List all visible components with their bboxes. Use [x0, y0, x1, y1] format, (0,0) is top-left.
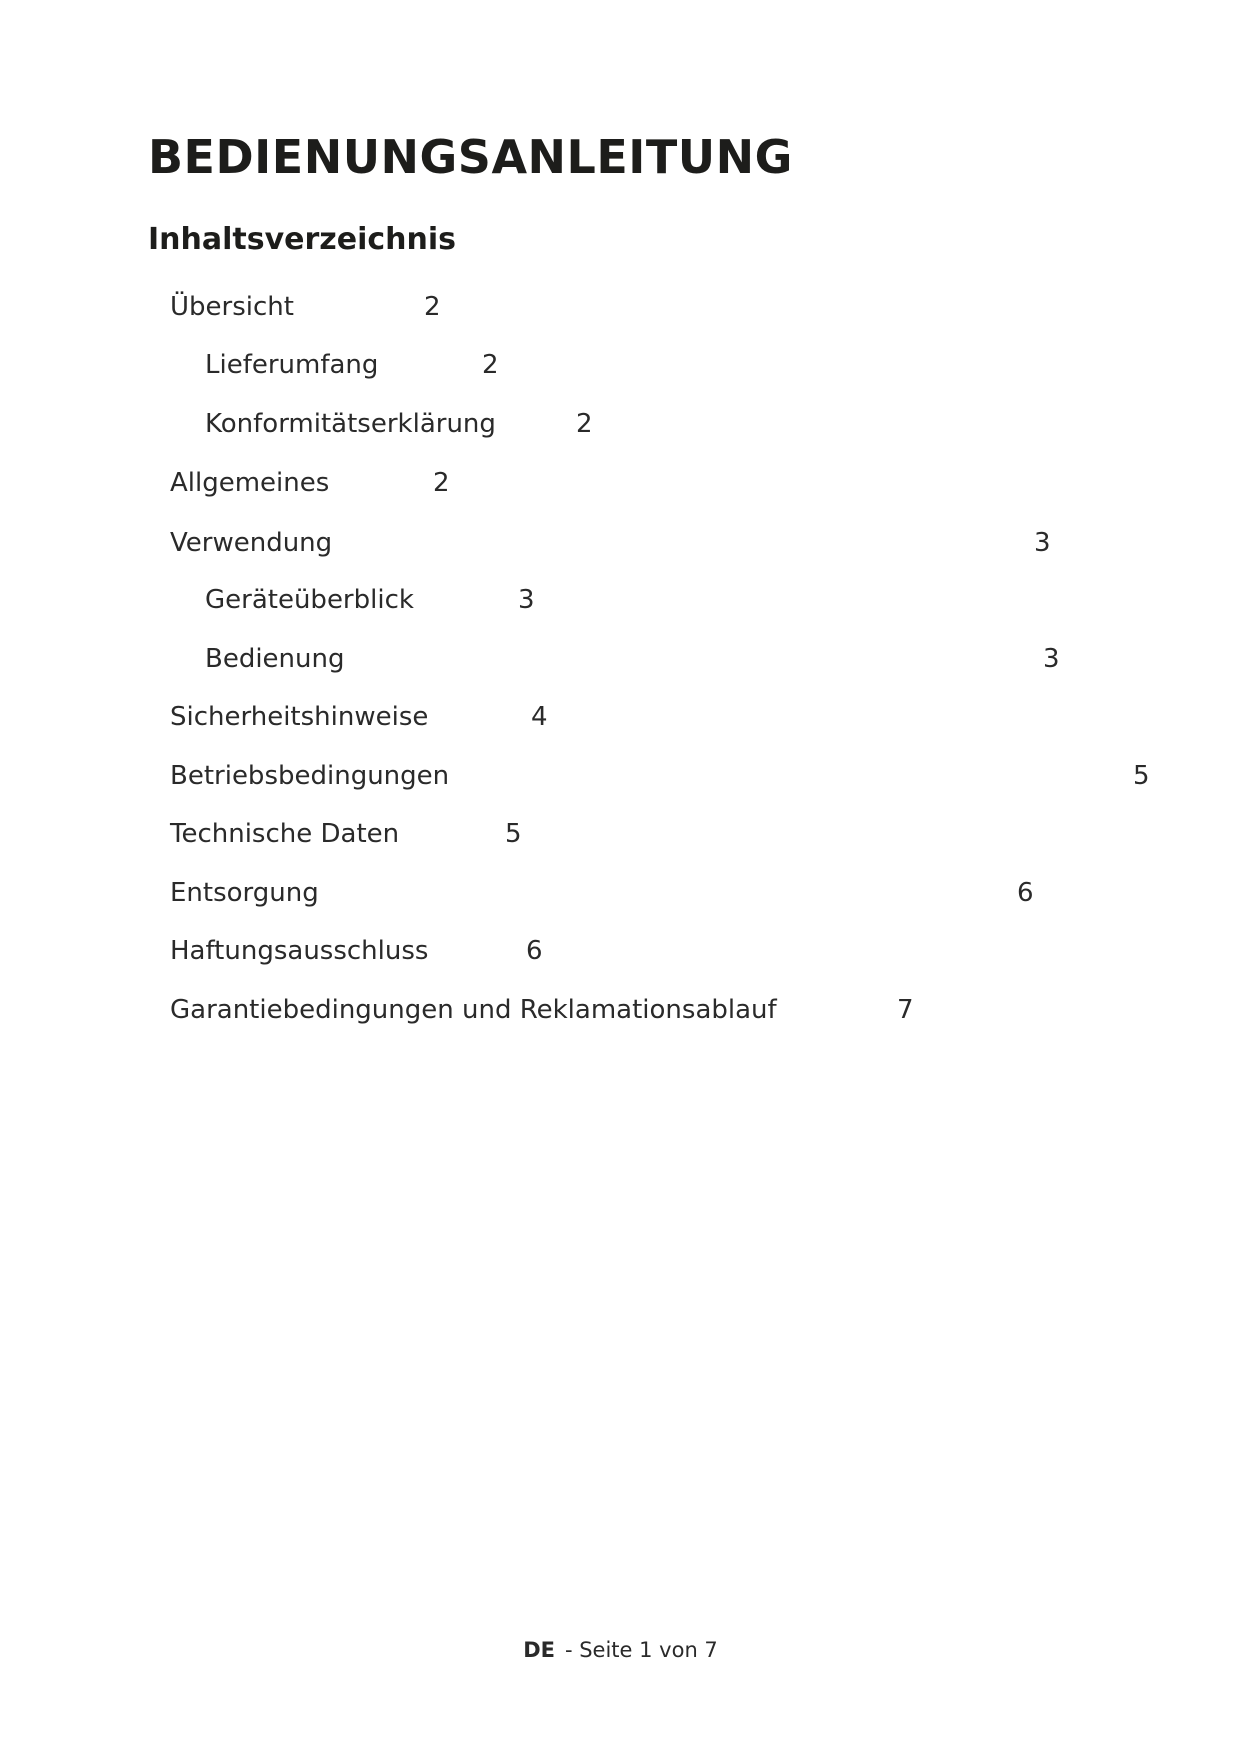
toc-entry-label: Übersicht: [170, 292, 294, 322]
toc-entry-label: Haftungsausschluss: [170, 936, 429, 966]
toc-entry-page: 2: [433, 468, 450, 498]
toc-heading: Inhaltsverzeichnis: [148, 222, 457, 257]
toc-entry-page: 5: [505, 819, 522, 849]
toc-entry-page: 3: [518, 585, 535, 615]
toc-entry-page: 5: [1133, 761, 1150, 791]
toc-entry-page: 2: [576, 409, 593, 439]
toc-entry-label: Lieferumfang: [205, 350, 379, 380]
toc-entry-label: Konformitätserklärung: [205, 409, 496, 439]
toc-entry-label: Geräteüberblick: [205, 585, 414, 615]
footer-language-code: DE: [523, 1638, 555, 1662]
toc-entry-label: Sicherheitshinweise: [170, 702, 429, 732]
toc-entry-label: Garantiebedingungen und Reklamationsablauf: [170, 995, 777, 1025]
toc-entry-page: 2: [482, 350, 499, 380]
document-title: BEDIENUNGSANLEITUNG: [148, 130, 793, 184]
toc-entry-page: 6: [526, 936, 543, 966]
toc-entry-page: 3: [1043, 644, 1060, 674]
toc-entry-label: Entsorgung: [170, 878, 319, 908]
toc-entry-page: 3: [1034, 528, 1051, 558]
toc-entry-label: Verwendung: [170, 528, 333, 558]
toc-entry-page: 7: [897, 995, 914, 1025]
page-footer: [0, 1638, 1241, 1662]
toc-entry-page: 6: [1017, 878, 1034, 908]
toc-entry-label: Bedienung: [205, 644, 345, 674]
toc-entry-page: 4: [531, 702, 548, 732]
footer-page-number: - Seite 1 von 7: [564, 1638, 718, 1662]
toc-entry-label: Allgemeines: [170, 468, 330, 498]
toc-entry-label: Technische Daten: [170, 819, 400, 849]
toc-entry-label: Betriebsbedingungen: [170, 761, 450, 791]
toc-entry-page: 2: [424, 292, 441, 322]
